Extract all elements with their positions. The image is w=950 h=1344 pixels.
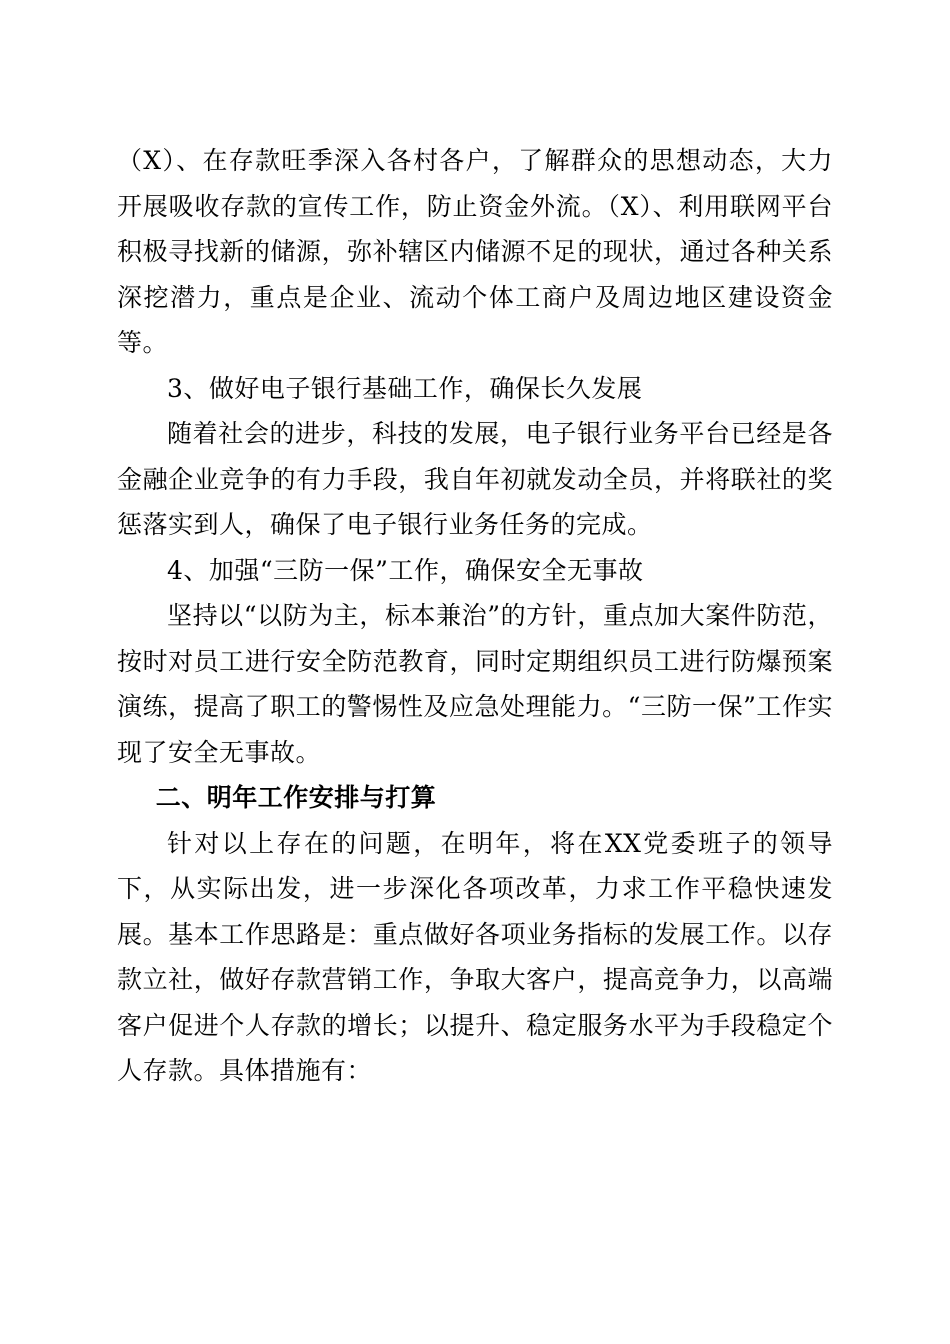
paragraph-e-banking: 随着社会的进步，科技的发展，电子银行业务平台已经是各金融企业竞争的有力手段，我自年初就发动全员，并将联社的奖惩落实到人，确保了电子银行业务任务的完成。 — [117, 419, 833, 539]
subheading-e-banking: 3、做好电子银行基础工作，确保长久发展 — [167, 373, 643, 403]
paragraph-next-year-plan: 针对以上存在的问题，在明年，将在XX党委班子的领导下，从实际出发，进一步深化各项改革，力求工作平稳快速发展。基本工作思路是：重点做好各项业务指标的发展工作。以存款立社，做好存款营销工作，争取大客户，提高竞争力，以高端客户促进个人存款的增长；以提升、稳定服务水平为手段稳定个人存款。具体措施有： — [117, 828, 833, 1085]
subheading-safety: 4、加强“三防一保”工作，确保安全无事故 — [167, 555, 644, 585]
paragraph-safety: 坚持以“以防为主，标本兼治”的方针，重点加大案件防范，按时对员工进行安全防范教育，同时定期组织员工进行防爆预案演练，提高了职工的警惕性及应急处理能力。“三防一保”工作实现了安全无事故。 — [117, 601, 833, 767]
paragraph-measures-continued: （X）、在存款旺季深入各村各户，了解群众的思想动态，大力开展吸收存款的宣传工作，防止资金外流。（X）、利用联网平台积极寻找新的储源，弥补辖区内储源不足的现状，通过各种关系深挖潜力，重点是企业、流动个体工商户及周边地区建设资金等。 — [117, 146, 833, 357]
document-body — [117, 138, 833, 1094]
section-heading-next-year: 二、明年工作安排与打算 — [155, 783, 437, 812]
